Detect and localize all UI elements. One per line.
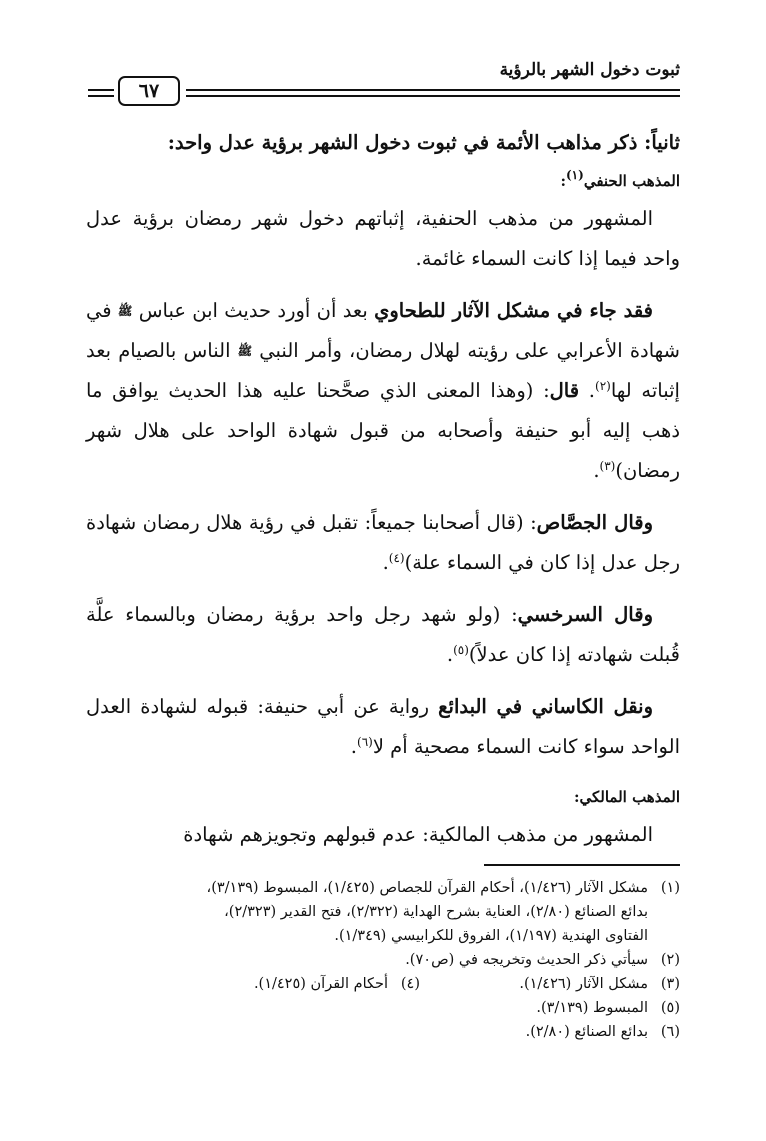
footnote-text: المبسوط (٣/١٣٩). bbox=[536, 1000, 648, 1016]
footnote-number: (٦) bbox=[660, 1024, 680, 1040]
footnote-separator bbox=[484, 864, 680, 866]
scholar-name: وقال الجصَّاص bbox=[536, 511, 653, 534]
main-text bbox=[86, 123, 680, 855]
footnote-text: مشكل الآثار (١/٤٢٦). bbox=[519, 976, 648, 992]
footnote-text: مشكل الآثار (١/٤٢٦)، أحكام القرآن للجصاص (١/٤٢٥)، المبسوط (٣/١٣٩)، bbox=[206, 880, 648, 896]
footnote-3 bbox=[420, 972, 680, 996]
footnote-1-line-2: بدائع الصنائع (٢/٨٠)، العناية بشرح الهداية (٢/٣٢٢)، فتح القدير (٢/٣٢٣)، bbox=[224, 904, 648, 920]
footnote-number: (١) bbox=[660, 880, 680, 896]
text-run: الناس بالصيام بعد إثباته لها bbox=[86, 339, 680, 402]
footnote-3-4 bbox=[86, 972, 680, 996]
footnote-1-line-3: الفتاوى الهندية (١/١٩٧)، الفروق للكرابيسي (١/٣٤٩). bbox=[334, 928, 648, 944]
scholar-name: ونقل الكاساني في البدائع bbox=[438, 695, 653, 718]
header-rule bbox=[186, 95, 680, 97]
text-run: في شهادة الأعرابي على رؤيته لهلال رمضان، وأمر النبي bbox=[86, 299, 680, 362]
page-number bbox=[118, 76, 180, 106]
hanafi-paragraph-1: المشهور من مذهب الحنفية، إثباتهم دخول شهر رمضان برؤية عدل واحد فيما إذا كانت السماء غائمة. bbox=[86, 207, 680, 270]
footnote-2 bbox=[86, 948, 680, 972]
footnote-text: سيأتي ذكر الحديث وتخريجه في (ص٧٠). bbox=[405, 952, 648, 968]
footnote-text: أحكام القرآن (١/٤٢٥). bbox=[253, 976, 388, 992]
honorific-glyph: ﷺ bbox=[237, 344, 253, 358]
footnote-ref[interactable]: (٦) bbox=[357, 735, 373, 749]
text-run: . bbox=[350, 735, 357, 758]
footnote-ref[interactable]: (٢) bbox=[595, 379, 611, 393]
footnote-ref[interactable]: (٣) bbox=[599, 459, 616, 473]
hanafi-paragraph-2 bbox=[86, 291, 680, 491]
text-run: . bbox=[593, 459, 600, 482]
footnote-number: (٤) bbox=[400, 976, 420, 992]
qala-label: قال bbox=[549, 379, 580, 402]
sarakhsi-paragraph bbox=[86, 595, 680, 675]
text-run: بعد أن أورد حديث ابن عباس bbox=[132, 299, 375, 322]
footnote-number: (٢) bbox=[660, 952, 680, 968]
hanafi-heading bbox=[86, 167, 680, 195]
footnote-number: (٥) bbox=[660, 1000, 680, 1016]
quote-text: : (قال أصحابنا جميعاً: تقبل في رؤية هلال رمضان شهادة رجل عدل إذا كان في السماء علة) bbox=[86, 511, 680, 574]
scholar-name: وقال السرخسي bbox=[517, 603, 653, 626]
footnote-6 bbox=[86, 1020, 680, 1044]
honorific-glyph: ﷺ bbox=[117, 304, 133, 318]
footnote-4 bbox=[254, 972, 420, 996]
maliki-paragraph-1: المشهور من مذهب المالكية: عدم قبولهم وتجويزهم شهادة bbox=[183, 823, 653, 846]
source-title: فقد جاء في مشكل الآثار للطحاوي bbox=[374, 299, 654, 322]
section-heading: ثانياً: ذكر مذاهب الأئمة في ثبوت دخول الشهر برؤية عدل واحد: bbox=[167, 131, 680, 154]
kasani-paragraph bbox=[86, 687, 680, 767]
text-run: . bbox=[446, 643, 454, 666]
footnote-ref[interactable]: (٤) bbox=[388, 551, 405, 565]
quote-text: : (ولو شهد رجل واحد برؤية رمضان وبالسماء علَّة قُبلت شهادته إذا كان عدلاً) bbox=[86, 603, 680, 666]
hanafi-heading-text: المذهب الحنفي bbox=[583, 172, 680, 190]
jassas-paragraph bbox=[86, 503, 680, 583]
text-run: . bbox=[579, 379, 595, 402]
header-rule bbox=[88, 95, 114, 97]
footnote-number: (٣) bbox=[660, 976, 680, 992]
footnote-5 bbox=[86, 996, 680, 1020]
header-rule bbox=[88, 89, 114, 91]
quote-text: : (وهذا المعنى الذي صحَّحنا عليه هذا الحديث يوافق ما ذهب إليه أبو حنيفة وأصحابه من قبول شهادة الواحد على هلال شهر رمضان) bbox=[86, 379, 680, 482]
heading-colon: : bbox=[560, 172, 566, 190]
header-rule bbox=[186, 89, 680, 91]
maliki-heading: المذهب المالكي: bbox=[573, 788, 680, 806]
footnote-ref[interactable]: (١) bbox=[565, 168, 584, 182]
footnote-ref[interactable]: (٥) bbox=[453, 643, 469, 657]
quote-text: رواية عن أبي حنيفة: قبوله لشهادة العدل الواحد سواء كانت السماء مصحية أم لا bbox=[86, 695, 680, 758]
footnote-1 bbox=[86, 876, 680, 900]
text-run: . bbox=[382, 551, 389, 574]
running-title: ثبوت دخول الشهر بالرؤية bbox=[499, 60, 680, 80]
footnote-text: بدائع الصنائع (٢/٨٠). bbox=[525, 1024, 648, 1040]
page-number-text: ٦٧ bbox=[138, 80, 160, 102]
footnotes bbox=[86, 876, 680, 1044]
